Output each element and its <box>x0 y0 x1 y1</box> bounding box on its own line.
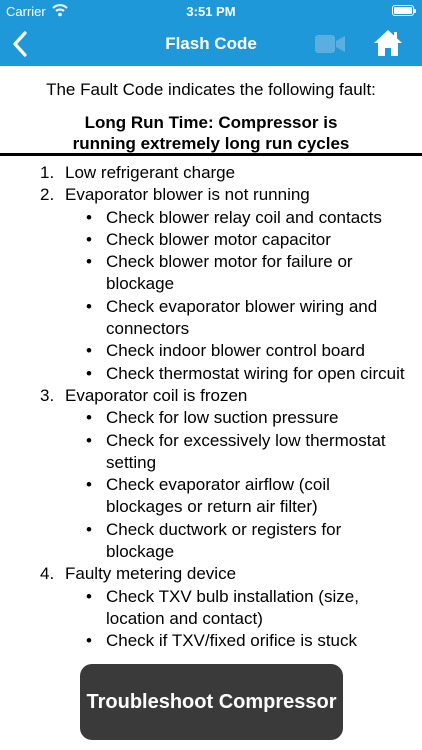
status-time: 3:51 PM <box>186 4 236 19</box>
check-item: • Check for excessively low thermostat setting <box>65 430 406 475</box>
cause-number: 2. <box>40 185 55 205</box>
fault-title-line-2: running extremely long run cycles <box>72 134 350 153</box>
check-item: • Check TXV bulb installation (size, location and contact) <box>65 586 406 631</box>
intro-text: The Fault Code indicates the following fault: <box>46 80 376 99</box>
check-item: • Check blower motor for failure or blockage <box>65 251 406 296</box>
cause-item <box>0 563 405 652</box>
cause-text: Evaporator blower is not running <box>65 185 310 205</box>
check-list <box>65 407 405 563</box>
cause-item <box>0 162 405 184</box>
check-item: • Check ductwork or registers for blockage <box>65 519 406 564</box>
check-list <box>65 207 405 385</box>
check-item: • Check blower motor capacitor <box>65 229 406 251</box>
check-item: • Check if TXV/fixed orifice is stuck <box>65 630 406 652</box>
page-title: Flash Code <box>165 34 257 53</box>
causes-list <box>0 162 405 653</box>
cause-number: 3. <box>40 385 55 405</box>
fault-title-line-1: Long Run Time: Compressor is <box>84 113 338 132</box>
check-list <box>65 586 405 653</box>
check-item: • Check evaporator blower wiring and connectors <box>65 296 406 341</box>
navigation-bar <box>0 22 422 66</box>
cause-item <box>0 385 405 563</box>
title-divider <box>0 153 422 156</box>
fault-content <box>0 66 422 750</box>
cause-text: Evaporator coil is frozen <box>65 385 248 405</box>
check-item: • Check evaporator airflow (coil blockages or return air filter) <box>65 474 406 519</box>
check-item: • Check thermostat wiring for open circuit <box>65 363 406 385</box>
check-item: • Check blower relay coil and contacts <box>65 207 406 229</box>
cause-number: 1. <box>40 163 55 182</box>
cause-text: Low refrigerant charge <box>65 163 236 182</box>
video-camera-icon <box>314 33 346 55</box>
fault-title <box>0 112 422 154</box>
carrier-label: Carrier <box>6 4 46 19</box>
cause-item <box>0 184 405 385</box>
check-item: • Check for low suction pressure <box>65 407 406 429</box>
status-bar <box>0 0 422 22</box>
cause-number: 4. <box>40 564 55 584</box>
check-item: • Check indoor blower control board <box>65 340 406 362</box>
home-icon[interactable] <box>372 28 404 58</box>
battery-icon <box>392 5 414 16</box>
cause-text: Faulty metering device <box>65 564 237 584</box>
troubleshoot-compressor-button[interactable]: Troubleshoot Compressor <box>80 664 343 740</box>
